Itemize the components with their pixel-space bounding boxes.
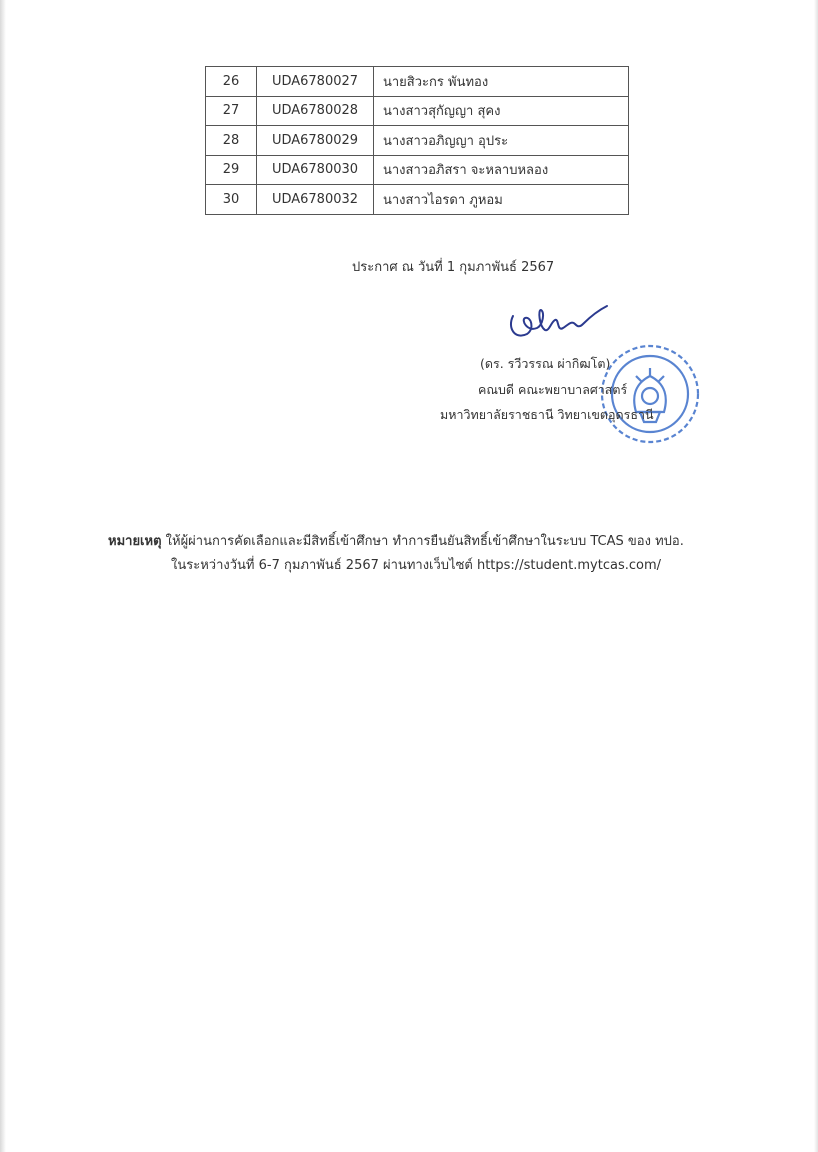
page-edge-shadow <box>0 0 6 1152</box>
announcement-date: ประกาศ ณ วันที่ 1 กุมภาพันธ์ 2567 <box>352 260 555 275</box>
applicant-id: UDA6780027 <box>257 67 374 97</box>
remark-label: หมายเหตุ <box>108 534 162 549</box>
results-table-body <box>206 67 629 215</box>
applicant-name: นางสาวอภิสรา จะหลาบหลอง <box>374 155 629 185</box>
signatory-organization: มหาวิทยาลัยราชธานี วิทยาเขตอุดรธานี <box>440 407 654 422</box>
row-number: 27 <box>206 96 257 126</box>
applicant-name: นางสาวอภิญญา อุประ <box>374 126 629 156</box>
remark-line-2: ในระหว่างวันที่ 6-7 กุมภาพันธ์ 2567 ผ่านทางเว็บไซต์ https://student.mytcas.com/ <box>171 558 662 573</box>
signatory-title: คณบดี คณะพยาบาลศาสตร์ <box>478 382 628 397</box>
applicant-name: นางสาวสุกัญญา สุคง <box>374 96 629 126</box>
applicant-name: นายสิวะกร พันทอง <box>374 67 629 97</box>
table-row <box>206 155 629 185</box>
applicant-id: UDA6780030 <box>257 155 374 185</box>
remark-text-1: ให้ผู้ผ่านการคัดเลือกและมีสิทธิ์เข้าศึกษา ทำการยืนยันสิทธิ์เข้าศึกษาในระบบ TCAS ของ ทปอ. <box>161 534 684 549</box>
table-row <box>206 96 629 126</box>
results-table <box>205 66 629 215</box>
page-edge-shadow-right <box>814 0 818 1152</box>
applicant-id: UDA6780032 <box>257 185 374 215</box>
row-number: 26 <box>206 67 257 97</box>
table-row <box>206 185 629 215</box>
remark-line-1 <box>108 530 684 551</box>
row-number: 29 <box>206 155 257 185</box>
table-row <box>206 126 629 156</box>
row-number: 30 <box>206 185 257 215</box>
table-row <box>206 67 629 97</box>
applicant-id: UDA6780029 <box>257 126 374 156</box>
applicant-name: นางสาวไอรดา ภูหอม <box>374 185 629 215</box>
row-number: 28 <box>206 126 257 156</box>
applicant-id: UDA6780028 <box>257 96 374 126</box>
signatory-name: (ดร. รวีวรรณ ผ่ากิฒโต) <box>480 356 611 371</box>
